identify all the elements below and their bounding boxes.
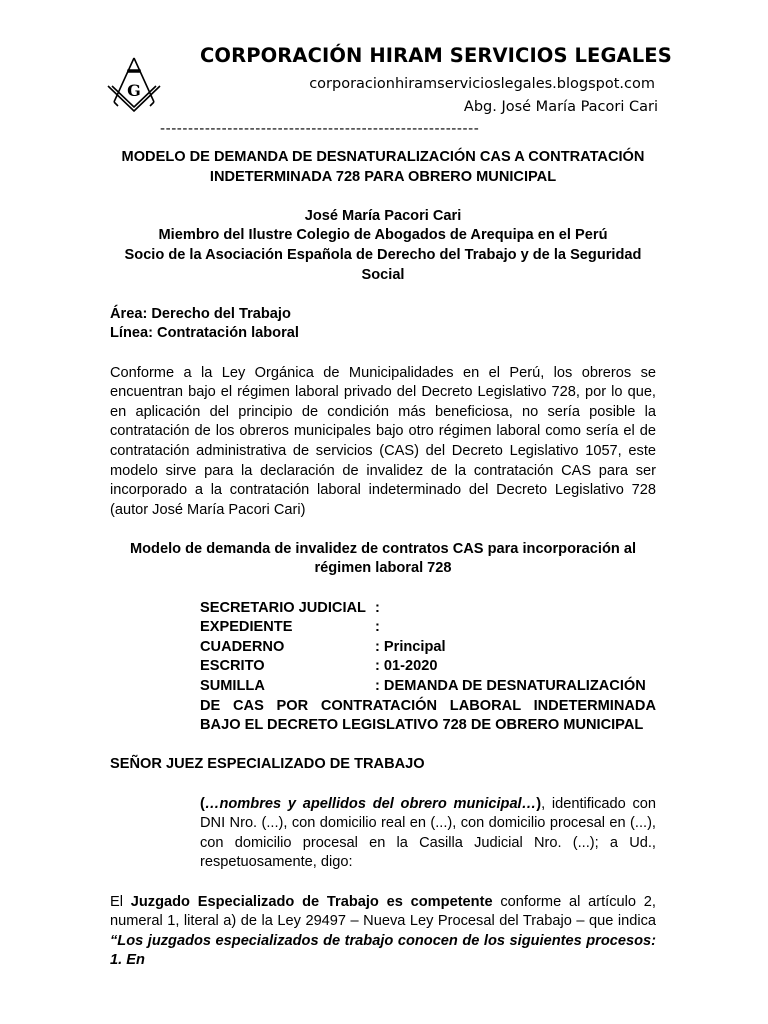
addressee: SEÑOR JUEZ ESPECIALIZADO DE TRABAJO (110, 756, 425, 773)
author-credential-1: Miembro del Ilustre Colegio de Abogados de Arequipa en el Perú (158, 227, 608, 244)
field-row (200, 618, 656, 638)
field-value: : Principal (375, 638, 446, 655)
sumilla-continuation: DE CAS POR CONTRATACIÓN LABORAL INDETERMINADA BAJO EL DECRETO LEGISLATIVO 728 DE OBRERO MUNICIPAL (200, 697, 656, 734)
competence-text: conforme al artículo 2, numeral 1, literal a) de la Ley 29497 – Nueva Ley Procesal del Trabajo – que indica (110, 893, 656, 930)
field-row (200, 599, 656, 619)
field-value: : 01-2020 (375, 658, 438, 675)
field-row (200, 677, 656, 697)
document-title: MODELO DE DEMANDA DE DESNATURALIZACIÓN CAS A CONTRATACIÓN INDETERMINADA 728 PARA OBRERO MUNICIPAL (121, 149, 645, 185)
square-and-compass-logo-icon (104, 56, 164, 114)
logo-letter: G (127, 81, 141, 100)
firm-name: CORPORACIÓN HIRAM SERVICIOS LEGALES (200, 44, 672, 67)
blog-url: corporacionhiramservicioslegales.blogspot.com (309, 76, 655, 92)
field-row (200, 638, 656, 658)
party-close-paren: ) (536, 795, 542, 812)
field-value: : (375, 619, 380, 636)
header-rule: --------------------------------------------------------- (160, 121, 480, 137)
field-label: CUADERNO (200, 638, 285, 655)
field-label: ESCRITO (200, 658, 265, 675)
field-label: SUMILLA (200, 678, 265, 695)
case-fields (200, 599, 656, 697)
competence-start: El (110, 893, 131, 910)
competence-quote: “Los juzgados especializados de trabajo conocen de los siguientes procesos: 1. En (110, 932, 656, 969)
document-body (110, 148, 656, 971)
party-details: , identificado con DNI Nro. (...), con domicilio real en (...), con domicilio procesal en (...), con domicilio procesal en la Casilla Judicial Nro. (...); a Ud., respetuosamente, digo: (200, 795, 656, 871)
model-title: Modelo de demanda de invalidez de contratos CAS para incorporación al régimen laboral 728 (129, 540, 637, 577)
header-author: Abg. José María Pacori Cari (463, 99, 658, 115)
author-name: José María Pacori Cari (304, 207, 462, 224)
competence-paragraph (110, 893, 656, 971)
field-value: : DEMANDA DE DESNATURALIZACIÓN (375, 678, 646, 695)
field-value: : (375, 599, 380, 616)
author-credential-2: Socio de la Asociación Española de Derecho del Trabajo y de la Seguridad Social (124, 246, 642, 283)
party-name: …nombres y apellidos del obrero municipal… (204, 795, 537, 812)
area-label: Área: Derecho del Trabajo (110, 305, 291, 322)
party-paragraph (200, 795, 656, 873)
field-row (200, 657, 656, 677)
field-label: EXPEDIENTE (200, 619, 293, 636)
linea-label: Línea: Contratación laboral (110, 325, 299, 342)
field-label: SECRETARIO JUDICIAL (200, 599, 366, 616)
intro-paragraph: Conforme a la Ley Orgánica de Municipalidades en el Perú, los obreros se encuentran bajo el régimen laboral privado del Decreto Legislativo 728, por lo que, en aplicación del principio de condición más beneficiosa, no sería posible la contratación de los obreros municipales bajo otro régimen laboral como sería el de contratación administrativa de servicios (CAS) del Decreto Legislativo 1057, este modelo sirve para la declaración de invalidez de la contratación CAS para ser incorporado a la contratación laboral indeterminado del Decreto Legislativo 728 (autor José María Pacori Cari) (110, 364, 656, 518)
party-open-paren: ( (200, 795, 205, 812)
competence-bold: Juzgado Especializado de Trabajo es competente (130, 893, 493, 910)
